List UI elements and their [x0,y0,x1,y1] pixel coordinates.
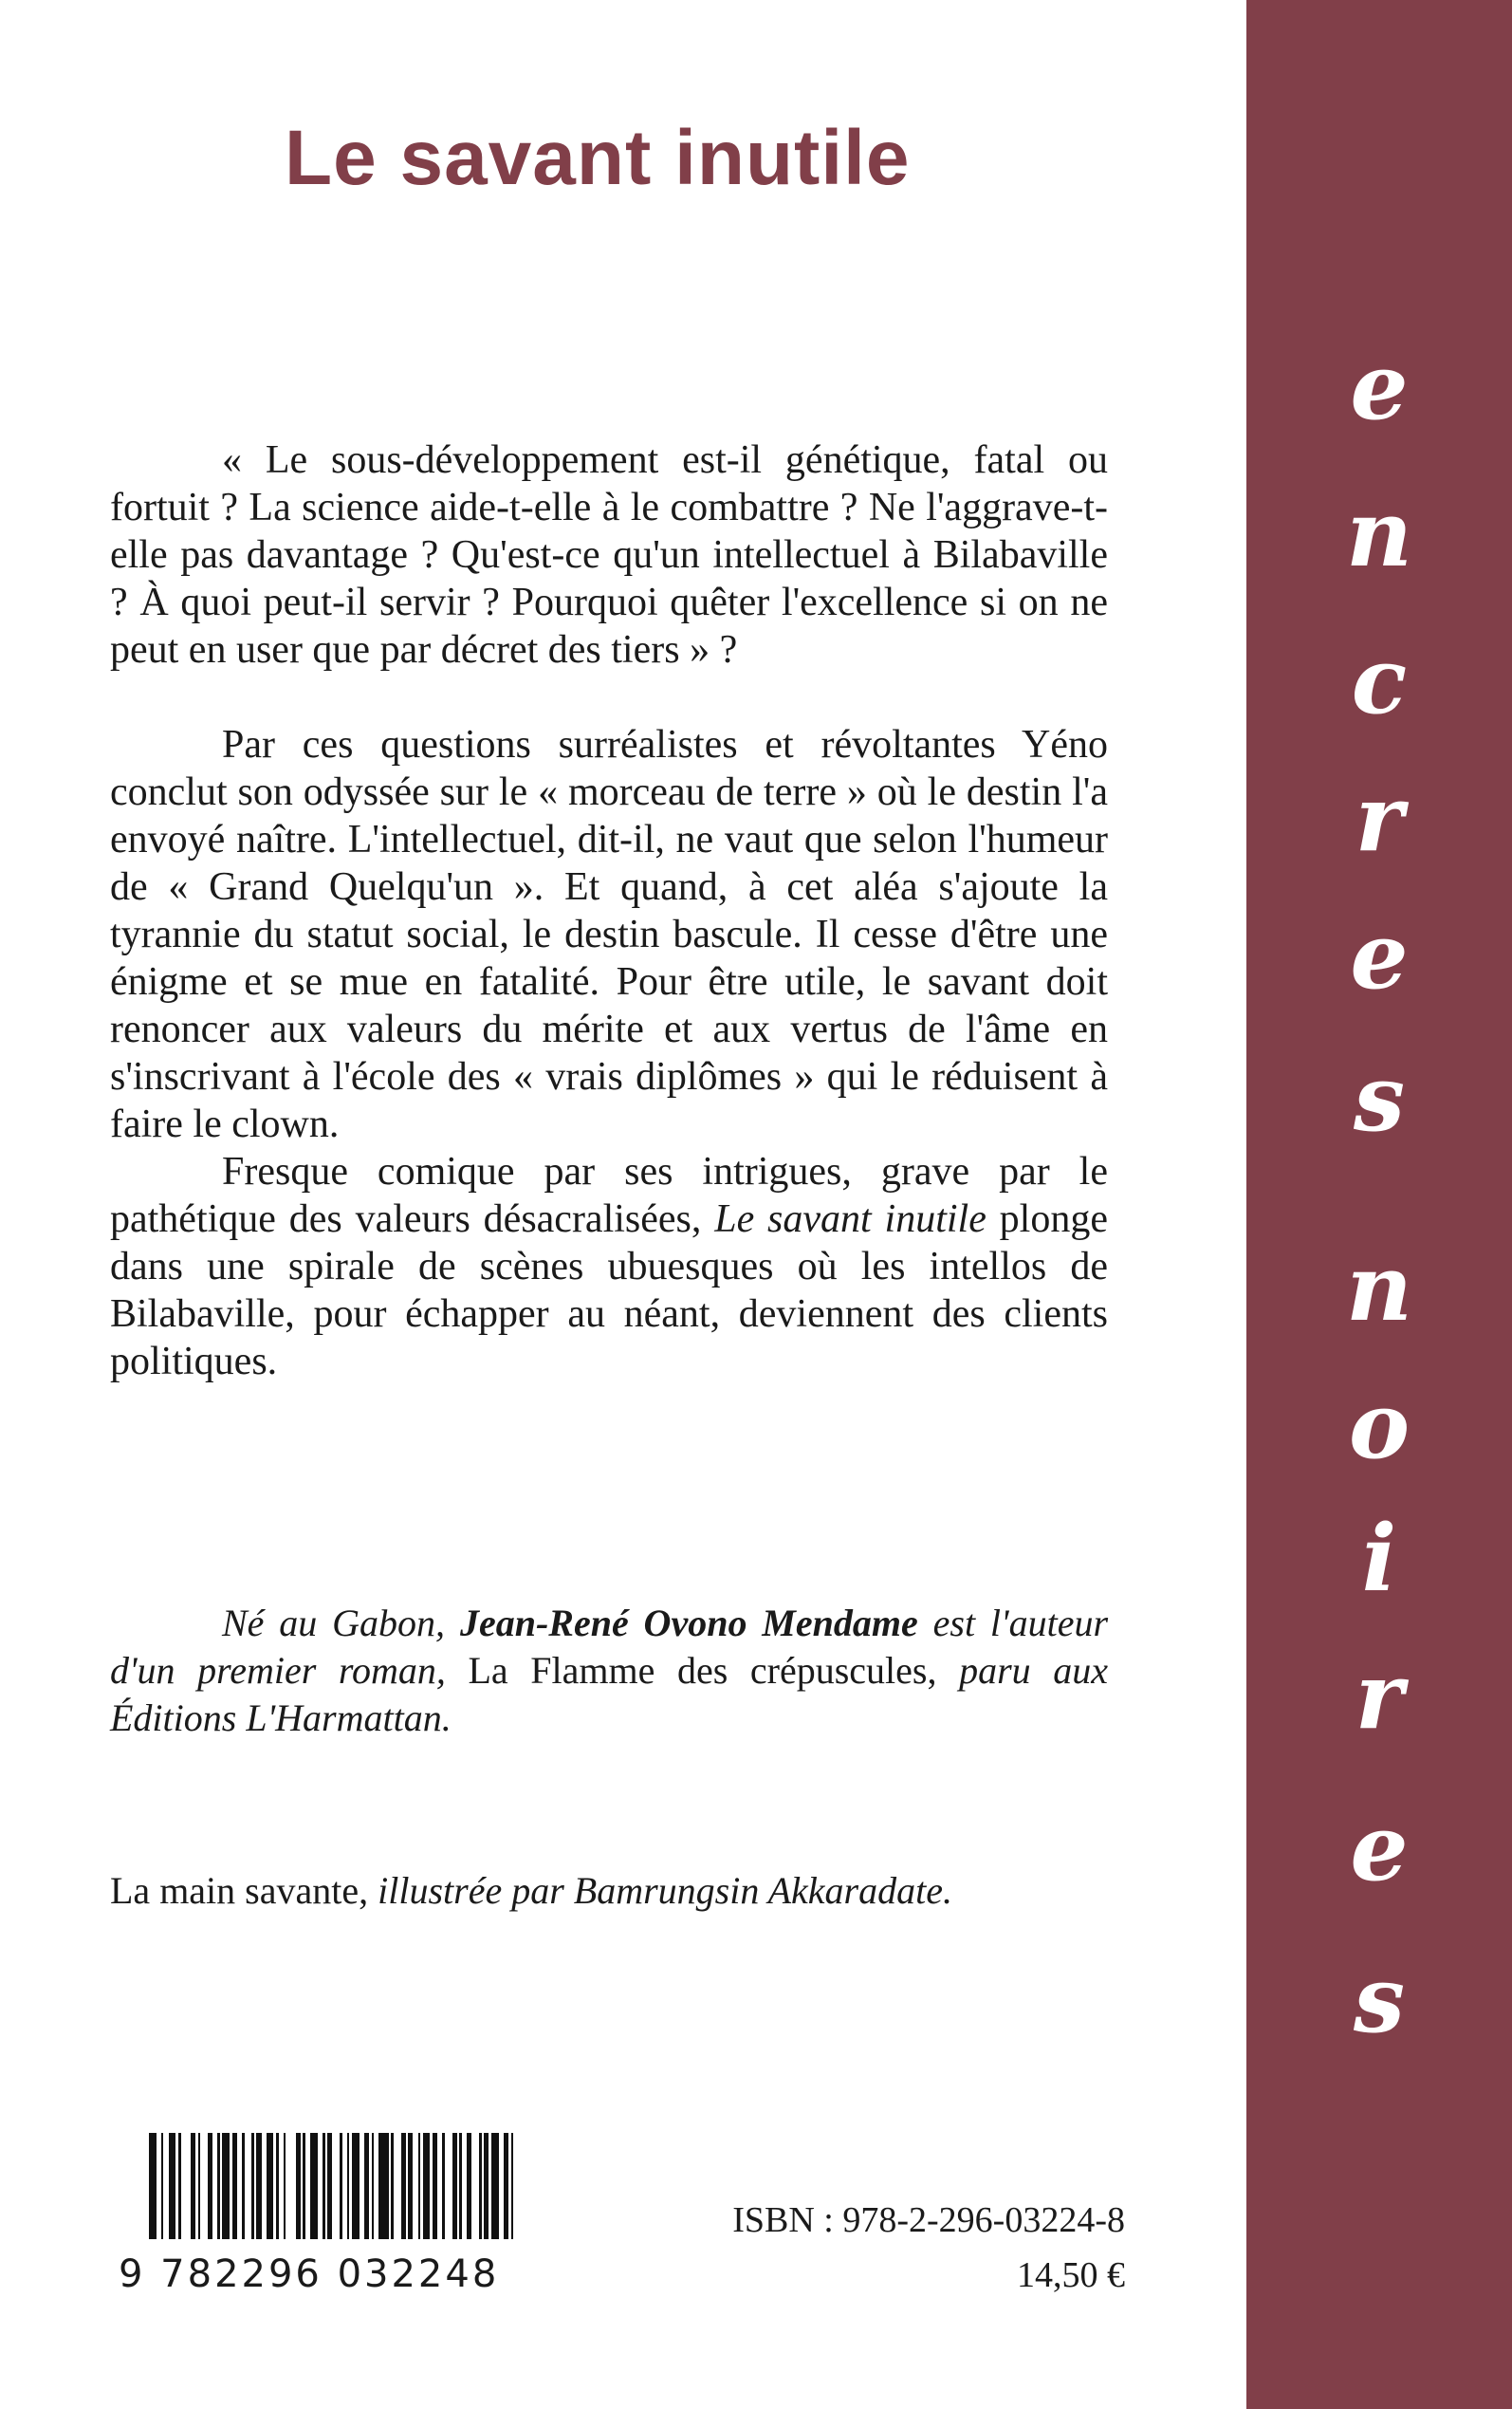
blurb-title-italic: Le savant inutile [714,1197,986,1241]
illustration-work: La main savante, [110,1869,369,1912]
series-letter: e [1350,333,1409,440]
author-name: Jean-René Ovono Mendame [459,1602,918,1644]
series-letter: c [1351,627,1408,734]
blurb-text: Fresque comique par ses intrigues, grave par le pathétique des valeurs désacralisées, [110,1150,1108,1241]
author-text: Né au Gabon, [222,1602,446,1644]
blurb [110,436,1108,1385]
series-letter: s [1353,1045,1406,1152]
author-text: est l'auteur d'un premier roman, [110,1602,1109,1692]
series-sidebar [1246,0,1512,2409]
barcode [149,2133,521,2239]
series-letter: o [1348,1372,1411,1479]
series-letter: r [1355,1642,1404,1750]
series-letter: s [1353,1946,1406,2053]
series-letter: n [1346,480,1412,587]
author-note [110,1600,1108,1742]
author-paragraph [110,1600,1108,1742]
previous-book-title: La Flamme des crépuscules, [468,1649,937,1692]
book-title: Le savant inutile [285,115,911,201]
blurb-text: plonge dans une spirale de scènes ubuesques où les intellos de Bilabaville, pour échapper au néant, deviennent des clients politiques. [110,1197,1108,1383]
illustration-artist: illustrée par Bamrungsin Akkaradate. [378,1869,952,1912]
barcode-digits: 9 782296 032248 [119,2252,500,2296]
series-letter: r [1355,765,1404,872]
series-letter: i [1361,1505,1397,1612]
series-letter: n [1346,1234,1412,1342]
blurb-paragraph: Par ces questions surréalistes et révoltantes Yéno conclut son odyssée sur le « morceau de terre » où le destin l'a envoyé naître. L'intellectuel, dit-il, ne vaut que selon l'humeur de « Grand Quelqu'un ». Et quand, à cet aléa s'ajoute la tyrannie du statut social, le destin bascule. Il cesse d'être une énigme et se mue en fatalité. Pour être utile, le savant doit renoncer aux valeurs du mérite et aux vertus de l'âme en s'inscrivant à l'école des « vrais diplômes » qui le réduisent à faire le clown. [110,723,1108,1146]
illustration-credit [110,1867,1108,1915]
series-letter: e [1350,902,1409,1010]
isbn: ISBN : 978-2-296-03224-8 [732,2200,1125,2240]
price: 14,50 € [1017,2255,1125,2295]
blurb-paragraph [110,1148,1108,1385]
blurb-paragraph: « Le sous-développement est-il génétique, fatal ou fortuit ? La science aide-t-elle à le combattre ? Ne l'aggrave-t-elle pas davantage ? Qu'est-ce qu'un intellectuel à Bilabaville ? À quoi peut-il servir ? Pourquoi quêter l'excellence si on ne peut en user que par décret des tiers » ? [110,438,1108,672]
author-text: paru aux Éditions L'Harmattan. [110,1649,1109,1739]
series-letter: e [1350,1794,1409,1901]
